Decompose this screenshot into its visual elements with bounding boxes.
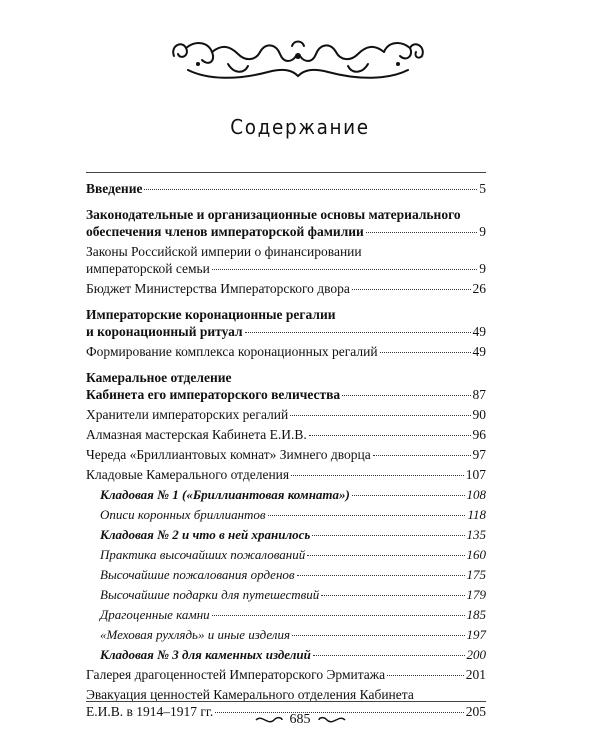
decorative-vignette-icon	[168, 34, 428, 86]
toc-page-number: 175	[466, 567, 486, 582]
toc-entry-title: Е.И.В. в 1914–1917 гг.	[86, 704, 214, 719]
toc-page-number: 26	[472, 281, 486, 296]
toc-entry[interactable]	[86, 546, 486, 563]
toc-entry[interactable]	[86, 306, 486, 340]
dot-leader	[291, 475, 464, 476]
toc-entry[interactable]	[86, 243, 486, 277]
toc-entry[interactable]	[86, 369, 486, 403]
toc-page-number: 197	[466, 627, 486, 642]
right-flourish-icon	[317, 714, 347, 726]
dot-leader	[387, 675, 464, 676]
toc-entry-title: Кабинета его императорского величества	[86, 387, 341, 402]
toc-page-number: 135	[466, 527, 486, 542]
toc-entry[interactable]	[86, 666, 486, 683]
dot-leader	[292, 635, 464, 636]
dot-leader	[309, 435, 471, 436]
toc-page-number: 97	[472, 447, 486, 462]
dot-leader	[212, 269, 477, 270]
toc-entry[interactable]	[86, 446, 486, 463]
toc-entry-title-line: Законодательные и организационные основы материального	[86, 207, 461, 222]
top-rule	[86, 172, 486, 173]
toc-entry-title: и коронационный ритуал	[86, 324, 243, 339]
toc-entry[interactable]	[86, 566, 486, 583]
bottom-rule	[86, 701, 486, 702]
left-flourish-icon	[254, 714, 284, 726]
toc-entry-title: Кладовая № 3 для каменных изделий	[100, 647, 311, 662]
toc-page-number: 108	[466, 487, 486, 502]
toc-entry-title: Кладовая № 1 («Бриллиантовая комната»)	[100, 487, 350, 502]
toc-entry-title: Хранители императорских регалий	[86, 407, 289, 422]
toc-page-number: 185	[466, 607, 486, 622]
toc-entry[interactable]	[86, 626, 486, 643]
toc-entry[interactable]	[86, 343, 486, 360]
toc-entry[interactable]	[86, 606, 486, 623]
dot-leader	[268, 515, 466, 516]
dot-leader	[312, 535, 464, 536]
dot-leader	[373, 455, 471, 456]
toc-page-number: 9	[479, 224, 486, 239]
toc-entry-title-line: Камеральное отделение	[86, 370, 232, 385]
toc-entry-title: обеспечения членов императорской фамилии	[86, 224, 364, 239]
page-title: Содержание	[230, 115, 370, 139]
toc-entry-title: Галерея драгоценностей Императорского Эрмитажа	[86, 667, 386, 682]
toc-page-number: 96	[472, 427, 486, 442]
dot-leader	[144, 189, 477, 190]
toc-entry-title: Описи коронных бриллиантов	[100, 507, 266, 522]
toc-page-number: 49	[472, 344, 486, 359]
toc-entry-title: Введение	[86, 181, 143, 196]
dot-leader	[380, 352, 471, 353]
toc-entry[interactable]	[86, 646, 486, 663]
dot-leader	[297, 575, 465, 576]
toc-entry-title: Алмазная мастерская Кабинета Е.И.В.	[86, 427, 307, 442]
toc-entry[interactable]	[86, 180, 486, 197]
dot-leader	[307, 555, 464, 556]
page-number: 685	[289, 712, 311, 727]
dot-leader	[212, 615, 465, 616]
toc-entry-title-line: Императорские коронационные регалии	[86, 307, 336, 322]
toc-entry[interactable]	[86, 280, 486, 297]
toc-entry[interactable]	[86, 506, 486, 523]
toc-entry-title: Драгоценные камни	[100, 607, 210, 622]
toc-entry[interactable]	[86, 466, 486, 483]
toc-page-number: 160	[466, 547, 486, 562]
toc-entry-title: Высочайшие пожалования орденов	[100, 567, 295, 582]
toc-entry[interactable]	[86, 526, 486, 543]
toc-entry[interactable]	[86, 406, 486, 423]
page-footer	[0, 712, 600, 728]
toc-page-number: 87	[472, 387, 486, 402]
table-of-contents	[86, 180, 486, 720]
dot-leader	[352, 495, 465, 496]
toc-entry-title-line: Эвакуация ценностей Камерального отделения Кабинета	[86, 687, 414, 702]
toc-entry-title: императорской семьи	[86, 261, 210, 276]
dot-leader	[342, 395, 470, 396]
toc-entry-title: Высочайшие подарки для путешествий	[100, 587, 320, 602]
toc-page-number: 5	[479, 181, 486, 196]
toc-entry-title: Кладовые Камерального отделения	[86, 467, 290, 482]
dot-leader	[245, 332, 471, 333]
dot-leader	[321, 595, 464, 596]
toc-entry[interactable]	[86, 206, 486, 240]
toc-page-number: 205	[465, 704, 486, 719]
toc-entry-title: Бюджет Министерства Императорского двора	[86, 281, 350, 296]
toc-page-number: 200	[466, 647, 486, 662]
toc-page-number: 49	[472, 324, 486, 339]
toc-entry-title: Формирование комплекса коронационных регалий	[86, 344, 378, 359]
toc-page-number: 90	[472, 407, 486, 422]
toc-entry-title-line: Законы Российской империи о финансировании	[86, 244, 362, 259]
toc-page-number: 9	[479, 261, 486, 276]
toc-entry-title: Череда «Бриллиантовых комнат» Зимнего дворца	[86, 447, 371, 462]
dot-leader	[366, 232, 477, 233]
toc-entry-title: Практика высочайших пожалований	[100, 547, 306, 562]
toc-entry-title: «Меховая рухлядь» и иные изделия	[100, 627, 291, 642]
toc-entry[interactable]	[86, 426, 486, 443]
toc-entry[interactable]	[86, 586, 486, 603]
dot-leader	[352, 289, 471, 290]
toc-entry-title: Кладовая № 2 и что в ней хранилось	[100, 527, 311, 542]
toc-page-number: 118	[467, 507, 486, 522]
toc-page-number: 201	[465, 667, 486, 682]
toc-entry[interactable]	[86, 486, 486, 503]
dot-leader	[290, 415, 470, 416]
toc-page-number: 107	[465, 467, 486, 482]
dot-leader	[313, 655, 465, 656]
toc-page-number: 179	[466, 587, 486, 602]
